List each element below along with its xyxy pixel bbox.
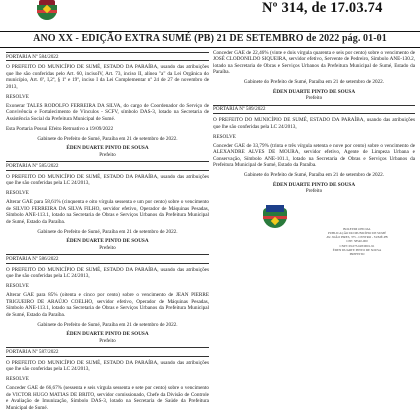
portaria-heading: PORTARIA Nº 587/2022 [6, 347, 209, 356]
official-seal-block [213, 199, 415, 299]
resolve-label: RESOLVE [6, 375, 29, 382]
resolve-label: RESOLVE [6, 282, 29, 289]
right-column [213, 50, 415, 301]
gabinete-line: Gabinete do Prefeito de Sumé, Paraíba em 21 de setembro de 2022. [37, 135, 178, 142]
act-paragraph: Conceder GAE de 33,79% (trinta e três vírgula setenta e nove por cento) sobre o vencimento de ALEXANDRE ALVES DE MOURA, servidor efetivo, Agente de Limpeza Urbana e Conservação, Símbolo ANE-101.1, lotado na Secretaria de Obras e Serviços Urbanos da Prefeitura Municipal de Sumé, Estado da Paraíba. [213, 142, 415, 169]
edition-banner-text: ANO XX - EDIÇÃO EXTRA SUMÉ (PB) 21 DE SETEMBRO de 2022 pág. 01-01 [33, 33, 387, 44]
signature-name: ÉDEN DUARTE PINTO DE SOUSA [66, 238, 149, 245]
signature-role: Prefeito [99, 337, 116, 344]
act-paragraph: Alterar GAE para 85% (oitenta e cinco por cento) sobre o vencimento de JEAN PIERRE TRIGUEIRO DE ARAÚJO COELHO, servidor efetivo, Operador de Máquinas Pesadas, Símbolo ANE-113.1, lotado na Secretaria de Obras e Serviços Urbanos da Prefeitura Municipal de Sumé, Estado da Paraíba. [6, 292, 209, 318]
signature-role: Prefeito [305, 188, 323, 195]
official-seal-icon [263, 205, 289, 231]
portaria-heading: PORTARIA Nº 586/2022 [6, 254, 209, 263]
seal-caption [317, 227, 397, 256]
signature-name: ÉDEN DUARTE PINTO DE SOUSA [66, 145, 149, 152]
signature-name: ÉDEN DUARTE PINTO DE SOUSA [66, 331, 149, 338]
municipal-crest-icon [33, 0, 61, 22]
act-paragraph: Exonerar TALES RODOLFO FERREIRA DA SILVA, do cargo de Coordenador do Serviço de Convivência e Fortalecimento de Vínculos - SCFV, símbolo DAS-3, lotado na Secretaria de Assistência Social da Prefeitura Municipal de Sumé. [6, 102, 209, 122]
gabinete-line: Gabinete do Prefeito de Sumé, Paraíba em 21 de setembro de 2022. [37, 228, 178, 235]
portaria-heading: PORTARIA Nº 585/2022 [6, 161, 209, 170]
act-paragraph: Conceder GAE de 22,46% (vinte e dois vírgula quarenta e seis por cento) sobre o vencimento de JOSÉ CLODONILDO SIQUEIRA, servidor efetivo, Servente de Pedreiro, Símbolo ANE-130.2, lotado na Secretaria de Obras e Serviços Urbanos da Prefeitura Municipal de Sumé, Estado da Paraíba. [213, 50, 415, 76]
seal-caption-line: PREFEITO [349, 252, 365, 257]
act-paragraph: O PREFEITO DO MUNICÍPIO DE SUMÉ, ESTADO DA PARAÍBA, usando das atribuições que lhe são conferidas pela LC 24/2013, [6, 359, 209, 373]
seal-caption-line: CEP: 58540-000 [346, 239, 368, 244]
issue-number: Nº 314, de 17.03.74 [262, 0, 383, 16]
seal-caption-line: PUBLICAÇÃO DO MUNICÍPIO DE SUMÉ [327, 231, 387, 236]
resolve-label: RESOLVE [213, 133, 236, 140]
left-column [6, 50, 209, 414]
masthead [0, 0, 420, 30]
seal-caption-line: CNPJ: 09.073.628/0001-91 [339, 243, 375, 248]
seal-caption-line: BOLETIM OFICIAL [343, 226, 371, 231]
act-paragraph: Alterar GAE para 58,61% (cinquenta e oito vírgula sessenta e um por cento) sobre o vencimento de SILVIO FERREIRA DA SILVA FILHO, servidor efetivo, Operador de Máquinas Pesadas, Símbolo ANE-113.1, lotado na Secretaria de Obras e Serviços Urbanos da Prefeitura Municipal de Sumé, Estado da Paraíba. [6, 199, 209, 225]
seal-caption-line: ÉDEN DUARTE PINTO DE SOUSA [332, 247, 382, 252]
signature-name: ÉDEN DUARTE PINTO DE SOUSA [272, 89, 356, 96]
gabinete-line: Gabinete do Prefeito de Sumé, Paraíba em 21 de setembro de 2022. [243, 172, 385, 179]
edition-banner [0, 31, 420, 48]
act-paragraph: O PREFEITO DO MUNICÍPIO DE SUMÉ, ESTADO DA PARAÍBA, usando das atribuições que lhe são conferidas pelo Art. 60, incisoIV, Art. 73, inciso II, alínea "a" da Lei Orgânica do município, Art. 6º, I,2º, § 1º e 19º, inciso I da Lei Complementar nº 24 de 27 de novembro de 2013, [6, 64, 209, 90]
gabinete-line: Gabinete do Prefeito de Sumé, Paraíba em 21 de setembro de 2022. [37, 321, 178, 328]
act-paragraph: Esta Portaria Possui Efeito Retroativo a 19/09/2022 [6, 125, 114, 132]
gabinete-line: Gabinete do Prefeito de Sumé, Paraíba em 21 de setembro de 2022. [243, 79, 385, 86]
seal-caption-line: AV. JOÃO PIRES, 375 - CENTRO - SUMÉ-PB [326, 235, 388, 240]
act-paragraph: O PREFEITO DO MUNICÍPIO DE SUMÉ, ESTADO DA PARAÍBA, usando das atribuições que lhe são conferidas pela LC 24/2013, [213, 117, 415, 130]
signature-role: Prefeito [99, 244, 116, 251]
signature-role: Prefeito [305, 95, 323, 102]
signature-role: Prefeito [99, 151, 116, 158]
resolve-label: RESOLVE [6, 93, 29, 100]
act-paragraph: Conceder GAE de 66,67% (sessenta e seis vírgula sessenta e sete por cento) sobre o vencimento de VICTOR HUGO MATIAS DE BRITO, servidor comissionado, Chefe da Divisão de Controle e Avaliação de Imunização, Símbolo DAS-3, lotado na Secretaria de Saúde da Prefeitura Municipal de Sumé. [6, 385, 209, 411]
signature-name: ÉDEN DUARTE PINTO DE SOUSA [272, 182, 356, 188]
portaria-heading: PORTARIA Nº 589/2022 [213, 105, 415, 114]
resolve-label: RESOLVE [6, 190, 29, 196]
act-paragraph: O PREFEITO DO MUNICÍPIO DE SUMÉ, ESTADO DA PARAÍBA, usando das atribuições que lhe são conferidas pela LC 24/2013, [6, 266, 209, 280]
act-paragraph: O PREFEITO DO MUNICÍPIO DE SUMÉ, ESTADO DA PARAÍBA, usando das atribuições que lhe são conferidas pela LC 24/2013, [6, 173, 209, 187]
right-column-acts [213, 50, 415, 195]
portaria-heading: PORTARIA Nº 584/2022 [6, 52, 209, 61]
